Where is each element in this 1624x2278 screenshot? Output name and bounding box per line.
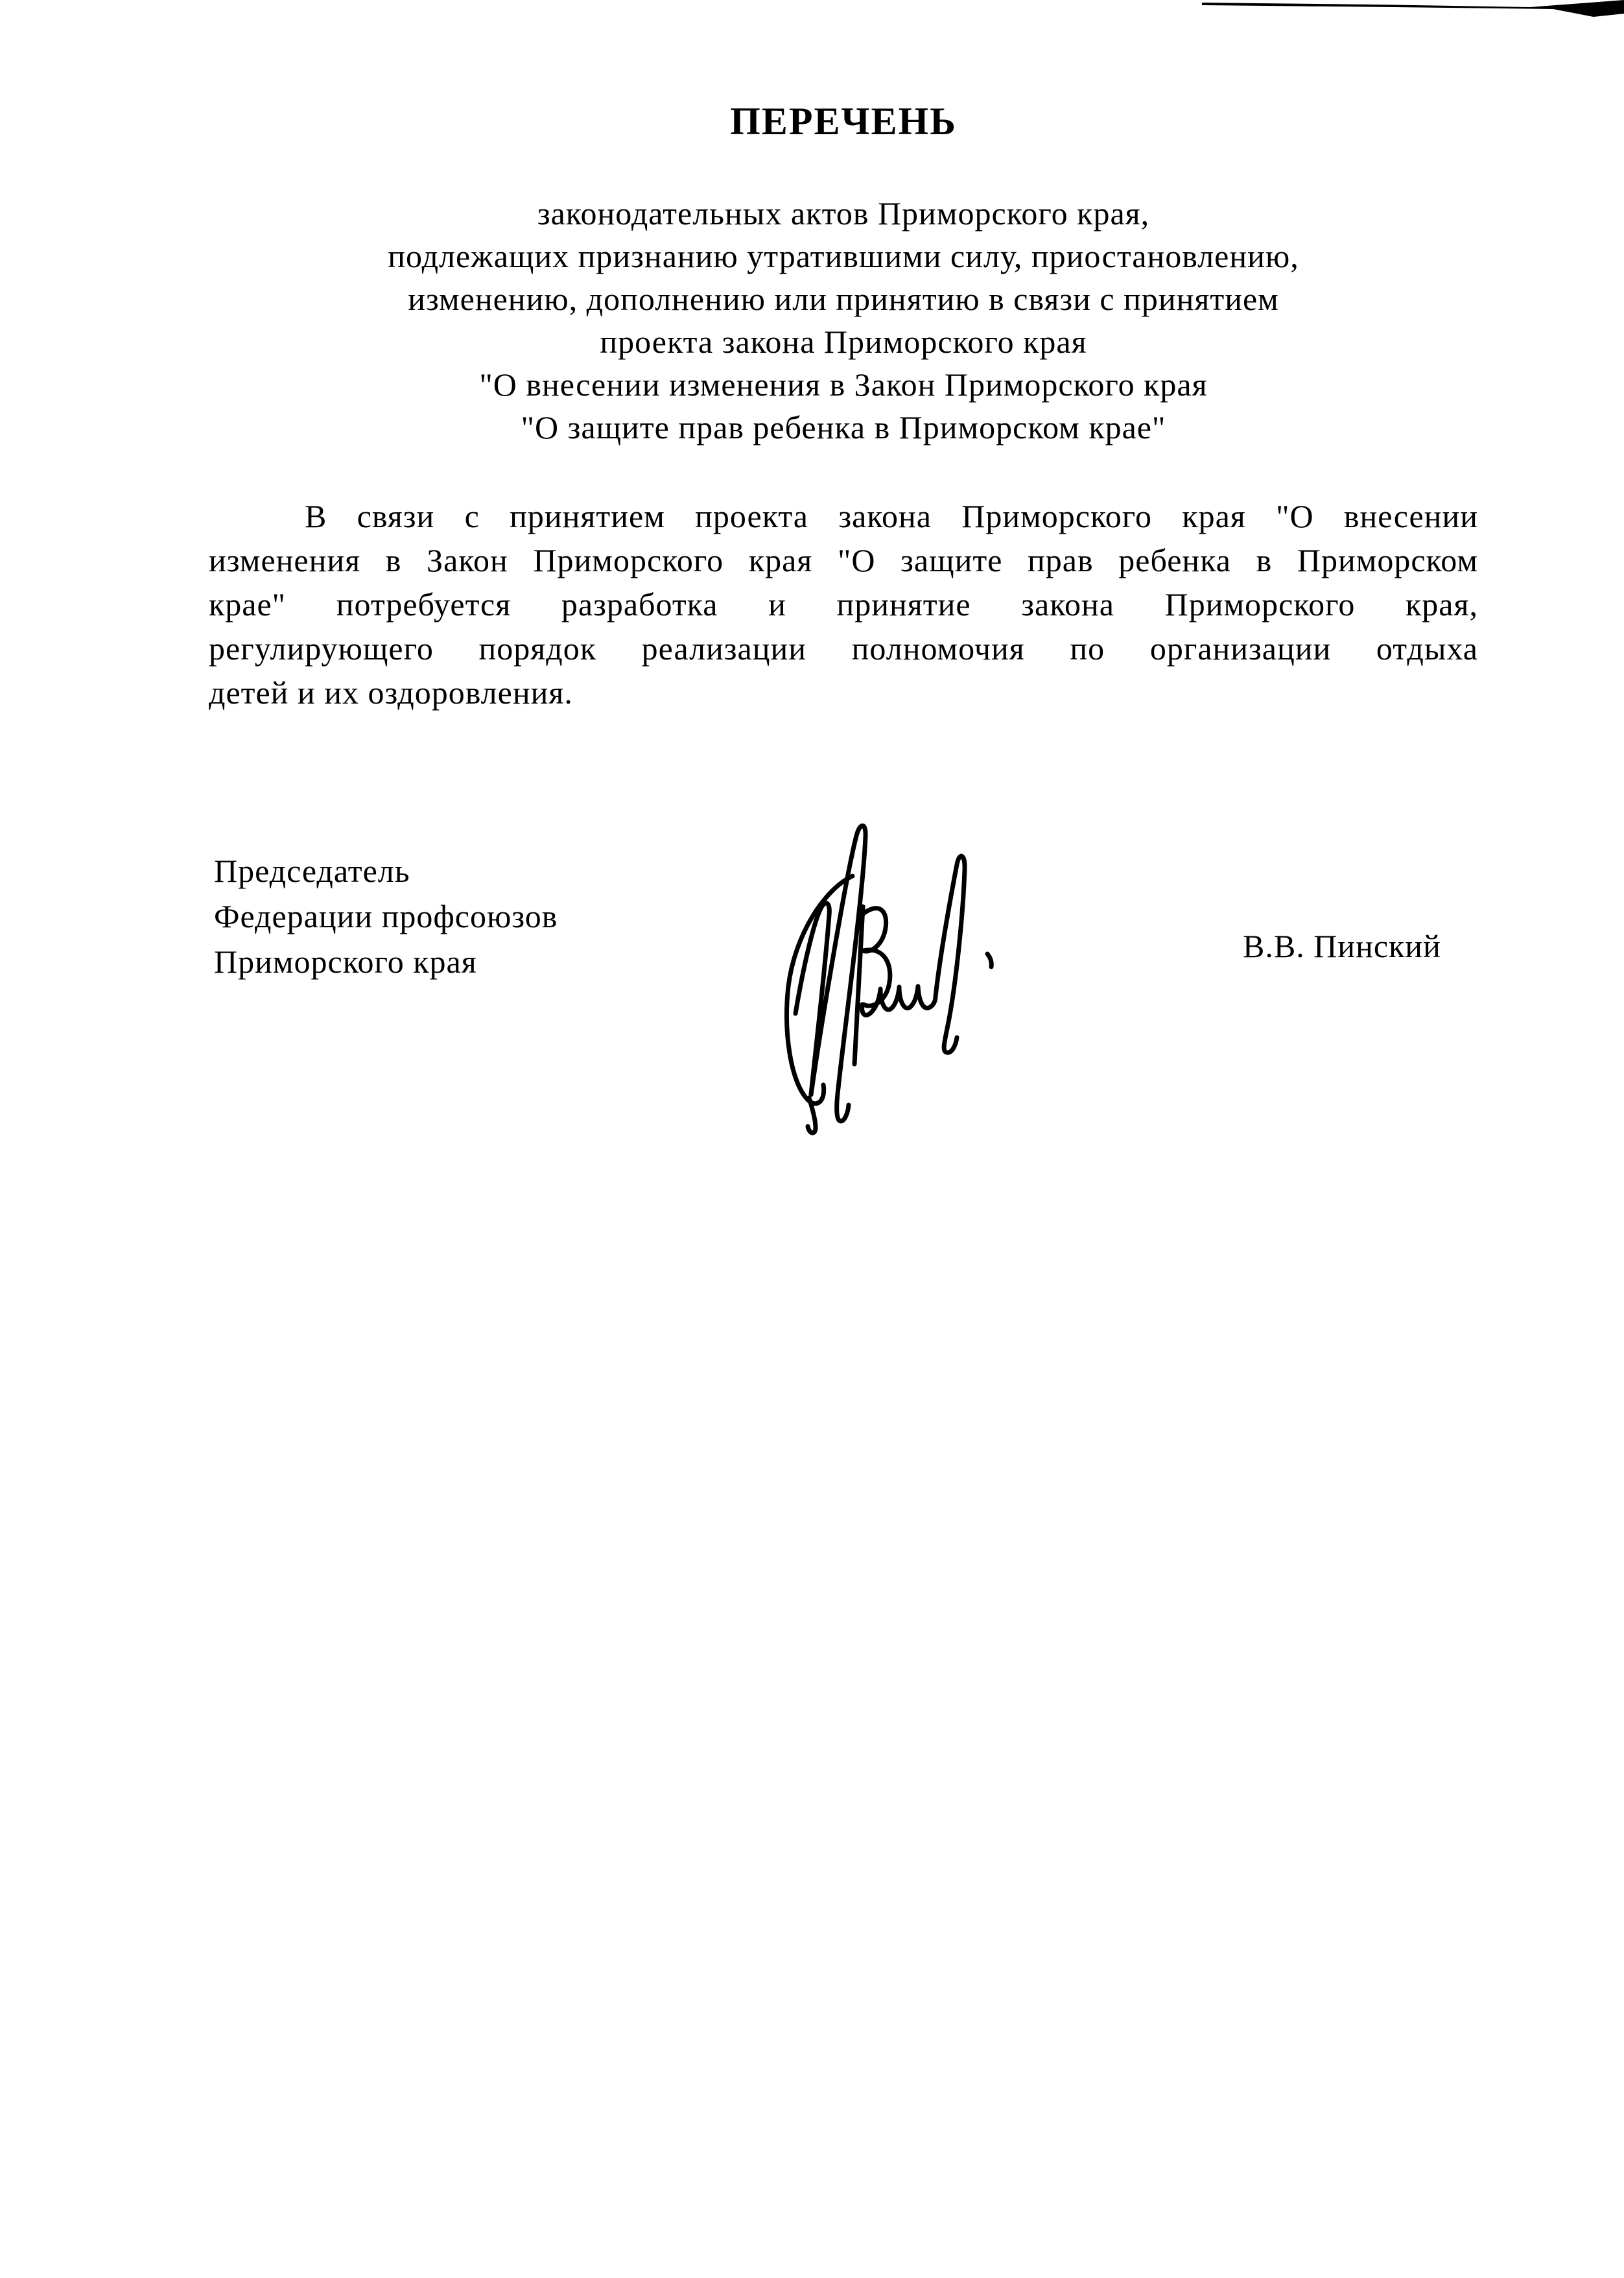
signatory-title-line: Федерации профсоюзов [214, 898, 558, 934]
paragraph-line: детей и их оздоровления. [209, 674, 573, 711]
document-subtitle [209, 192, 1478, 449]
signatory-title [214, 848, 558, 984]
subtitle-line: "О защите прав ребенка в Приморском крае" [521, 409, 1166, 445]
paragraph-line: регулирующего порядок реализации полномочия по организации отдыха [209, 630, 1478, 667]
subtitle-line: законодательных актов Приморского края, [537, 195, 1150, 231]
body-paragraph [209, 494, 1478, 715]
signatory-title-line: Председатель [214, 853, 410, 889]
page-title: ПЕРЕЧЕНЬ [730, 100, 957, 143]
paragraph-line: крае" потребуется разработка и принятие закона Приморского края, [209, 586, 1478, 623]
signature-image [778, 819, 998, 1166]
signer-name: В.В. Пинский [1243, 928, 1441, 964]
paragraph-line: изменения в Закон Приморского края "О защите прав ребенка в Приморском [209, 542, 1478, 578]
paragraph-line: В связи с принятием проекта закона Приморского края "О внесении [305, 498, 1478, 534]
subtitle-line: подлежащих признанию утратившими силу, приостановлению, [388, 238, 1299, 274]
subtitle-line: проекта закона Приморского края [600, 324, 1087, 360]
scan-artifact [0, 0, 1624, 29]
signatory-title-line: Приморского края [214, 943, 477, 980]
subtitle-line: изменению, дополнению или принятию в связи с принятием [408, 281, 1279, 317]
subtitle-line: "О внесении изменения в Закон Приморского края [479, 366, 1208, 403]
